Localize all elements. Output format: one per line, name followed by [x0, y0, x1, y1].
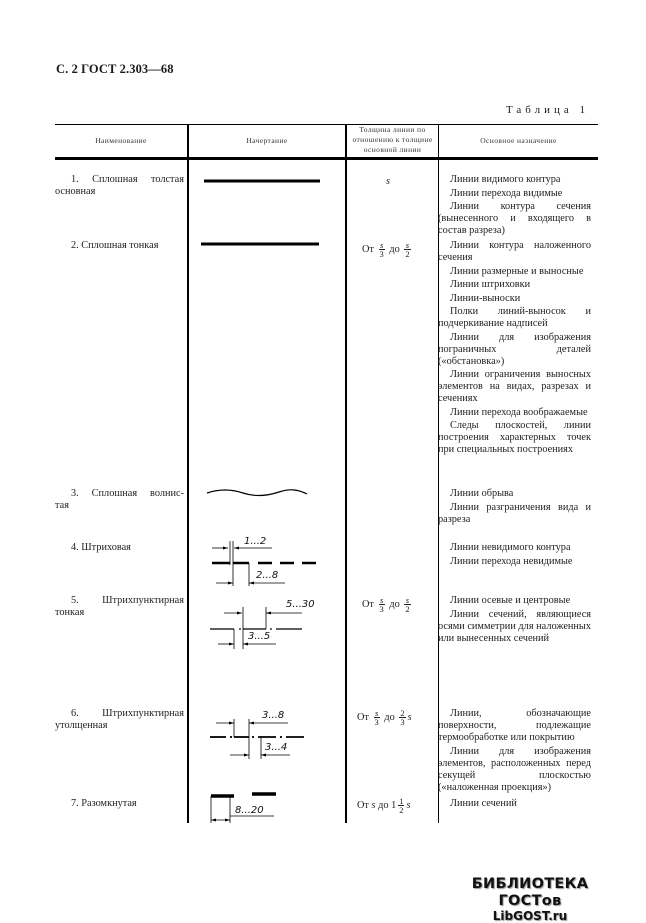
solid-wavy-line	[207, 490, 307, 496]
purpose-item: Следы плоскостей, линии построения характерных точек при специальных построениях	[438, 420, 591, 455]
row-5-thickness: От $\frac{s}{3}$ до $\frac{s}{2}$	[362, 595, 410, 614]
watermark-site: LibGOST.ru	[492, 909, 568, 923]
purpose-item: Линии перехода воображаемые	[450, 406, 588, 418]
row-4-name: 4. Штриховая	[71, 542, 131, 553]
row-3-purposes	[438, 488, 591, 527]
purpose-item: Линии контура сечения (вынесенного и входящего в состав разреза)	[438, 201, 591, 236]
row-1-name: 1. Сплошная толстая основная	[55, 174, 184, 197]
watermark	[440, 876, 620, 923]
open-line-drawing	[210, 791, 290, 823]
column-header-thickness: Толщина линии по отношению к толщине основной линии	[352, 125, 433, 154]
row-7-thickness: От s до 1 $\frac{1}{2}$ s	[357, 796, 411, 815]
purpose-item: Линии перехода невидимые	[450, 555, 573, 567]
dim-label: 2...8	[256, 570, 279, 581]
solid-thick-line-drawing	[202, 178, 322, 186]
column-header-name: Наименование	[95, 136, 147, 145]
row-4-purposes	[438, 542, 591, 569]
purpose-item: Линии обрыва	[450, 488, 514, 499]
row-2-thickness: От $\frac{s}{3}$ до $\frac{s}{2}$	[362, 240, 410, 259]
purpose-item: Линии для изображения пограничных деталей («обстановка»)	[438, 331, 591, 367]
dashed-line-drawing	[210, 531, 330, 591]
purpose-item: Линии разграничения вида и разреза	[438, 501, 591, 525]
purpose-item: Линии для изображения элементов, расположенных перед секущей плоскостью («наложенная проекция»)	[438, 745, 591, 793]
line-types-table	[55, 123, 598, 823]
row-1-purposes	[438, 174, 591, 239]
solid-wavy-line-drawing	[205, 486, 309, 500]
purpose-item: Линии сечений	[450, 798, 517, 809]
solid-thin-line-drawing	[199, 241, 323, 249]
row-7-purposes	[438, 798, 591, 812]
row-1-thickness: s	[386, 176, 391, 187]
dim-label: 3...4	[265, 742, 288, 753]
row-3-name: 3. Сплошная волнис- тая	[55, 488, 184, 511]
purpose-item: Линии перехода видимые	[450, 187, 563, 199]
purpose-item: Линии видимого контура	[450, 174, 561, 185]
row-6-purposes	[438, 708, 591, 795]
row-5-name: 5. Штрихпунктирная тонкая	[55, 595, 184, 618]
header-bottom-border	[55, 157, 598, 160]
row-5-purposes	[438, 595, 591, 646]
dim-label: 5...30	[286, 599, 315, 610]
purpose-item: Линии, обозначающие поверхности, подлежащие термообработке или покрытию	[438, 708, 591, 743]
page-header: С. 2 ГОСТ 2.303—68	[56, 62, 174, 76]
column-header-purpose: Основное назначение	[480, 136, 557, 145]
purpose-item: Линии контура наложенного сечения	[438, 240, 591, 263]
row-6-thickness: От $\frac{s}{3}$ до $\frac{2}{3}$ s	[357, 708, 412, 727]
dim-label: 3...8	[262, 710, 285, 721]
purpose-item: Линии штриховки	[450, 279, 531, 290]
row-2-name: 2. Сплошная тонкая	[71, 240, 159, 251]
dim-label: 3...5	[248, 631, 271, 642]
row-2-purposes	[438, 240, 591, 458]
purpose-item: Линии невидимого контура	[450, 542, 571, 553]
row-7-name: 7. Разомкнутая	[71, 798, 137, 809]
purpose-item: Линии ограничения выносных элементов на видах, разрезах и сечениях	[438, 369, 591, 404]
watermark-title: БИБЛИОТЕКА ГОСТов	[471, 876, 589, 909]
purpose-item: Линии размерные и выносные	[450, 265, 584, 277]
dash-dot-thin-line-drawing	[210, 593, 330, 653]
purpose-item: Линии-выноски	[450, 292, 521, 304]
column-divider-1	[187, 124, 189, 823]
dash-dot-thick-line-drawing	[210, 703, 330, 763]
column-header-drawing: Начертание	[246, 136, 288, 145]
purpose-item: Линии осевые и центровые	[450, 595, 571, 606]
column-divider-2	[345, 124, 347, 823]
table-label: Таблица 1	[505, 104, 589, 116]
row-6-name: 6. Штрихпунктирная утолщенная	[55, 708, 184, 731]
purpose-item: Линии сечений, являющиеся осями симметрии для наложенных или вынесенных сечений	[438, 608, 591, 644]
dim-label: 1...2	[244, 536, 267, 547]
dim-label: 8...20	[235, 805, 264, 816]
purpose-item: Полки линий-выносок и подчеркивание надписей	[438, 306, 591, 329]
